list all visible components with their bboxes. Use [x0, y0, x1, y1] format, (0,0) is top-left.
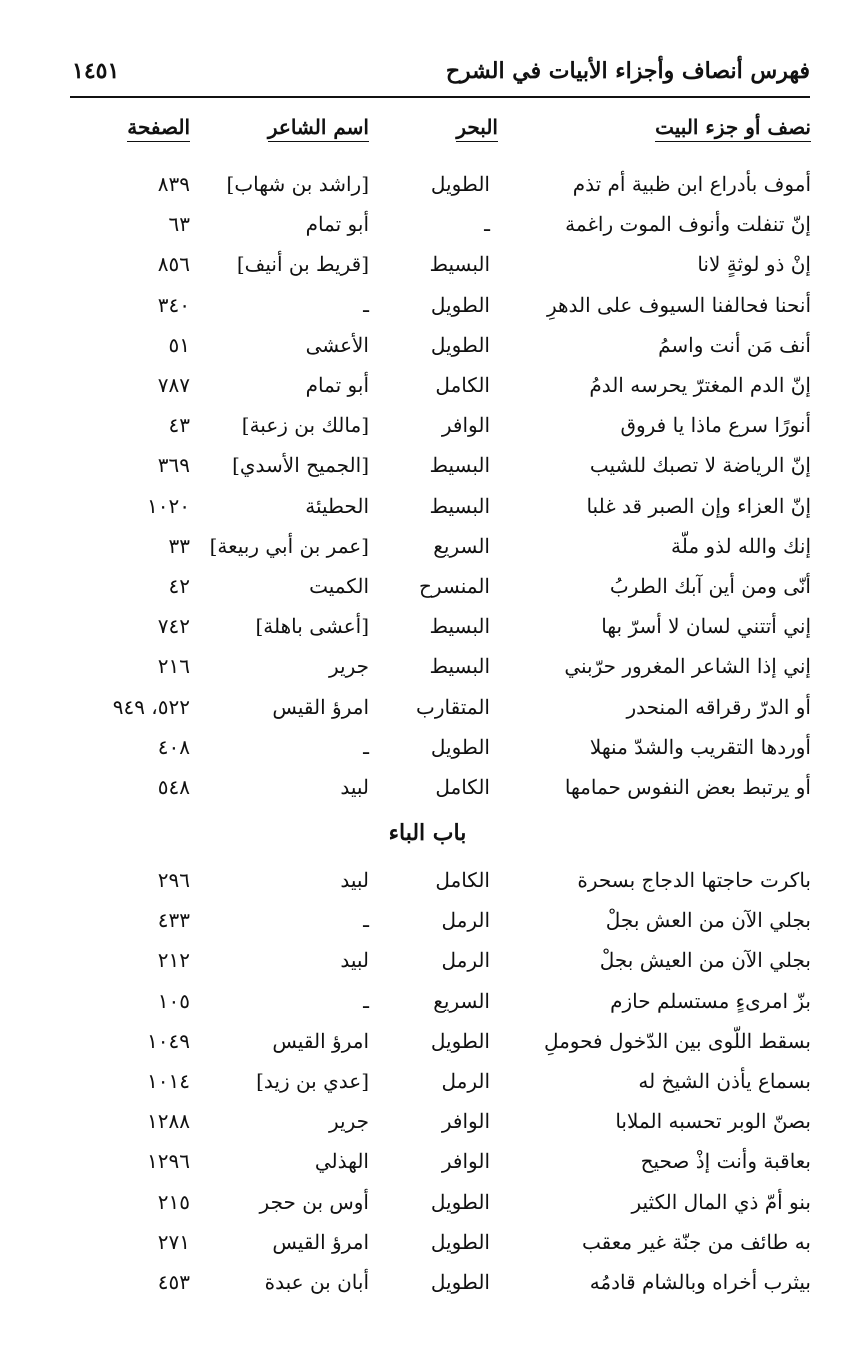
- poet-cell: لبيد: [340, 948, 369, 973]
- verse-cell: بنو أمّ ذي المال الكثير: [631, 1189, 811, 1214]
- page-cell: ٧٤٢: [157, 614, 190, 639]
- page-cell: ٨٥٦: [157, 252, 190, 277]
- column-header-poet: اسم الشاعر: [268, 114, 369, 142]
- poet-cell: امرؤ القيس: [272, 694, 369, 719]
- verse-cell: به طائف من جنّة غير معقب: [581, 1229, 811, 1254]
- table-row: [0, 767, 855, 807]
- meter-cell: الكامل: [435, 868, 490, 892]
- page-cell: ١٠٤٩: [147, 1028, 190, 1053]
- running-title: فهرس أنصاف وأجزاء الأبيات في الشرح: [445, 58, 810, 84]
- column-header-page: الصفحة: [127, 114, 190, 142]
- meter-cell: الطويل: [430, 734, 490, 759]
- meter-cell: الوافر: [441, 413, 490, 438]
- verse-cell: أنورًا سرع ماذا يا فروق: [620, 413, 811, 438]
- page-cell: ١٠٢٠: [147, 493, 190, 518]
- page-cell: ٣٦٩: [157, 453, 190, 478]
- meter-cell: المنسرح: [418, 574, 490, 598]
- page-cell: ٢١٥: [157, 1189, 190, 1214]
- meter-cell: الطويل: [430, 332, 490, 357]
- poet-cell: الحطيئة: [305, 493, 369, 518]
- column-header-verse: نصف أو جزء البيت: [655, 114, 811, 142]
- verse-cell: إنّ الرياضة لا تصبك للشيب: [589, 453, 811, 478]
- column-header-meter: البحر: [456, 114, 498, 142]
- poet-cell: الهذلي: [314, 1149, 369, 1174]
- table-row: [0, 164, 855, 204]
- poet-cell: [مالك بن زعبة]: [241, 413, 369, 438]
- meter-cell: الطويل: [430, 1229, 490, 1254]
- meter-cell: الطويل: [430, 1270, 490, 1294]
- verse-cell: أوردها التقريب والشدّ منهلا: [589, 734, 811, 759]
- page-cell: ٥٤٨: [157, 775, 190, 799]
- table-row: [0, 526, 855, 566]
- meter-cell: الرمل: [441, 908, 490, 933]
- verse-cell: بيثرب أخراه وبالشام قادمُه: [589, 1270, 811, 1294]
- table-row: [0, 1222, 855, 1262]
- meter-cell: السريع: [433, 533, 490, 558]
- page-cell: ٣٣: [168, 533, 190, 558]
- meter-cell: البسيط: [429, 614, 490, 639]
- meter-cell: البسيط: [429, 493, 490, 518]
- verse-cell: بجلي الآن من العش بجلْ: [605, 908, 811, 933]
- poet-cell: ـ: [363, 988, 369, 1013]
- table-row: [0, 646, 855, 686]
- verse-cell: أموف بأدراع ابن ظبية أم تذم: [572, 172, 811, 196]
- verse-cell: أنّى ومن أين آبك الطربُ: [609, 574, 811, 598]
- verse-cell: بزّ امرىءٍ مستسلم حازم: [610, 988, 811, 1013]
- table-row: [0, 1141, 855, 1181]
- table-row: [0, 687, 855, 727]
- table-row: [0, 900, 855, 940]
- meter-cell: البسيط: [429, 453, 490, 478]
- meter-cell: الطويل: [430, 1189, 490, 1214]
- page-cell: ١٢٨٨: [147, 1109, 190, 1134]
- page-cell: ١٢٩٦: [147, 1149, 190, 1174]
- poet-cell: [راشد بن شهاب]: [226, 172, 369, 196]
- page-cell: ٧٨٧: [157, 373, 190, 397]
- page-cell: ٤٣٣: [157, 908, 190, 933]
- poet-cell: أوس بن حجر: [259, 1189, 369, 1214]
- poet-cell: جرير: [329, 1109, 369, 1134]
- meter-cell: المتقارب: [416, 694, 490, 719]
- meter-cell: الطويل: [430, 1028, 490, 1053]
- meter-cell: السريع: [433, 988, 490, 1013]
- table-row: [0, 860, 855, 900]
- poet-cell: ـ: [363, 292, 369, 317]
- verse-cell: بعاقبة وأنت إذْ صحيح: [640, 1149, 811, 1174]
- table-row: [0, 244, 855, 284]
- table-row: [0, 981, 855, 1021]
- table-row: [0, 606, 855, 646]
- page-cell: ١٠١٤: [147, 1069, 190, 1093]
- meter-cell: الكامل: [435, 373, 490, 397]
- meter-cell: الطويل: [430, 172, 490, 196]
- verse-cell: إنّ العزاء وإن الصبر قد غلبا: [586, 493, 811, 518]
- page-cell: ٢١٢: [157, 948, 190, 973]
- table-row: [0, 325, 855, 365]
- meter-cell: الرمل: [441, 1069, 490, 1093]
- poet-cell: [عدي بن زيد]: [256, 1069, 369, 1093]
- verse-cell: إني أتتني لسان لا أسرّ بها: [601, 614, 811, 639]
- table-row: [0, 445, 855, 485]
- poet-cell: أبو تمام: [305, 212, 369, 237]
- verse-cell: بجلي الآن من العيش بجلْ: [599, 948, 811, 973]
- poet-cell: أبو تمام: [305, 373, 369, 397]
- meter-cell: البسيط: [429, 252, 490, 277]
- table-row: [0, 940, 855, 980]
- page-cell: ٥١: [168, 332, 190, 357]
- meter-cell: البسيط: [429, 654, 490, 679]
- poet-cell: جرير: [329, 654, 369, 679]
- table-row: [0, 1061, 855, 1101]
- verse-cell: إنْ ذو لوثةٍ لانا: [697, 252, 811, 277]
- meter-cell: الوافر: [441, 1109, 490, 1134]
- poet-cell: امرؤ القيس: [272, 1028, 369, 1053]
- page-cell: ٤٠٨: [157, 734, 190, 759]
- page-cell: ٤٢: [168, 574, 190, 598]
- poet-cell: [الجميح الأسدي]: [232, 453, 369, 478]
- page-cell: ٤٣: [168, 413, 190, 438]
- poet-cell: ـ: [363, 908, 369, 933]
- poet-cell: الأعشى: [305, 332, 369, 357]
- page-cell: ٢٩٦: [157, 868, 190, 892]
- poet-cell: امرؤ القيس: [272, 1229, 369, 1254]
- meter-cell: الطويل: [430, 292, 490, 317]
- meter-cell: الكامل: [435, 775, 490, 799]
- table-row: [0, 566, 855, 606]
- poet-cell: الكميت: [309, 574, 369, 598]
- table-row: [0, 405, 855, 445]
- verse-cell: إنك والله لذو ملّة: [670, 533, 811, 558]
- verse-cell: أنف مَن أنت واسمُ: [658, 332, 811, 357]
- poet-cell: [أعشى باهلة]: [255, 614, 369, 639]
- poet-cell: لبيد: [340, 868, 369, 892]
- verse-cell: باكرت حاجتها الدجاج بسحرة: [577, 868, 811, 892]
- page-cell: ١٠٥: [157, 988, 190, 1013]
- table-row: [0, 285, 855, 325]
- verse-cell: أنحنا فحالفنا السيوف على الدهرِ: [546, 292, 811, 317]
- meter-cell: الرمل: [441, 948, 490, 973]
- poet-cell: أبان بن عبدة: [264, 1270, 369, 1294]
- meter-cell: ـ: [484, 212, 490, 237]
- section-heading: باب الباء: [388, 820, 467, 846]
- table-row: [0, 486, 855, 526]
- table-row: [0, 1262, 855, 1302]
- verse-cell: بصنّ الوبر تحسبه الملابا: [615, 1109, 811, 1134]
- page-cell: ٤٥٣: [157, 1270, 190, 1294]
- poet-cell: [قريط بن أنيف]: [236, 252, 369, 277]
- page-number: ١٤٥١: [72, 58, 120, 84]
- verse-cell: إني إذا الشاعر المغرور حرّبني: [564, 654, 811, 679]
- page-cell: ٣٤٠: [157, 292, 190, 317]
- table-row: [0, 1182, 855, 1222]
- page-cell: ٥٢٢، ٩٤٩: [112, 694, 190, 719]
- poet-cell: لبيد: [340, 775, 369, 799]
- table-row: [0, 1021, 855, 1061]
- page-cell: ٦٣: [168, 212, 190, 237]
- verse-cell: أو الدرّ رقراقه المنحدر: [626, 694, 811, 719]
- verse-cell: أو يرتبط بعض النفوس حمامها: [564, 775, 811, 799]
- verse-cell: بسماع يأذن الشيخ له: [638, 1069, 811, 1093]
- table-row: [0, 204, 855, 244]
- table-row: [0, 727, 855, 767]
- verse-cell: بسقط اللّوى بين الدّخول فحوملِ: [543, 1028, 811, 1053]
- verse-cell: إنّ الدم المغترّ يحرسه الدمُ: [589, 373, 811, 397]
- verse-cell: إنّ تنفلت وأنوف الموت راغمة: [565, 212, 811, 237]
- table-row: [0, 1101, 855, 1141]
- meter-cell: الوافر: [441, 1149, 490, 1174]
- page-cell: ٢١٦: [157, 654, 190, 679]
- page-cell: ٢٧١: [157, 1229, 190, 1254]
- poet-cell: [عمر بن أبي ربيعة]: [209, 533, 369, 558]
- page-cell: ٨٣٩: [157, 172, 190, 196]
- poet-cell: ـ: [363, 734, 369, 759]
- table-row: [0, 365, 855, 405]
